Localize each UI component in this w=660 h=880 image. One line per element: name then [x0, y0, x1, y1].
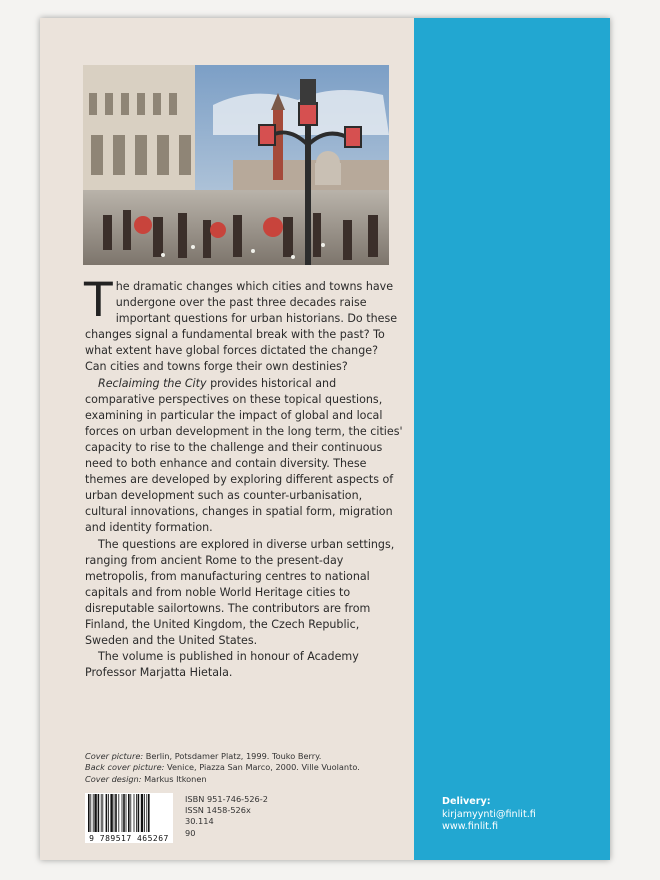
back-cover-photo-venice: [83, 65, 389, 265]
blue-side-band: [414, 18, 610, 860]
isbn-number: ISBN 951-746-526-2: [185, 794, 268, 804]
barcode-bars: [85, 793, 173, 833]
identifiers: [185, 794, 268, 839]
isbn-barcode: [85, 793, 173, 843]
delivery-heading: Delivery:: [442, 796, 491, 807]
series-number: 90: [185, 827, 196, 838]
blurb-paragraph-2: Reclaiming the City provides historical and comparative perspectives on these topical questions, examining in particular the impact of global and local forces on urban development in the long term, the cities' capacity to rise to the challenge and their continuous need to both enhance and contain diversity. These themes are developed by exploring different aspects of urban development such as counter-urbanisation, cultural innovations, changes in spatial form, migration and identity formation.: [85, 376, 403, 535]
back-cover-picture-credit: Back cover picture: Venice, Piazza San Marco, 2000. Ville Vuolanto.: [85, 762, 360, 773]
book-title: Reclaiming the City: [98, 376, 207, 390]
picture-credits: [85, 751, 385, 785]
blurb-paragraph-3: The questions are explored in diverse urban settings, ranging from ancient Rome to the present-day metropolis, from manufacturing centres to national capitals and from noble World Heritage cities to disreputable sailortowns. The contributors are from Finland, the United Kingdom, the Czech Republic, Sweden and the United States.: [85, 537, 395, 648]
barcode-digits: 9 789517 465267: [85, 834, 173, 843]
cover-design-credit: Cover design: Markus Itkonen: [85, 773, 207, 784]
blurb-text: [84, 273, 403, 681]
blurb-paragraph-4: The volume is published in honour of Academy Professor Marjatta Hietala.: [85, 650, 359, 680]
cover-picture-credit: Cover picture: Berlin, Potsdamer Platz, 1999. Touko Berry.: [85, 751, 322, 761]
issn-number: ISSN 1458-526x: [185, 805, 251, 816]
blurb-paragraph-1: The dramatic changes which cities and towns have undergone over the past three decades raise important questions for urban historians. Do these changes signal a fundamental break with the past? To what extent have global forces dictated the change? Can cities and towns forge their own destinies?: [84, 273, 398, 374]
delivery-info: [442, 796, 536, 834]
book-back-cover: [40, 18, 610, 860]
drop-cap: T: [84, 273, 113, 328]
delivery-website: www.finlit.fi: [442, 821, 499, 832]
delivery-email: kirjamyynti@finlit.fi: [442, 808, 536, 820]
classification-code: 30.114: [185, 816, 214, 827]
